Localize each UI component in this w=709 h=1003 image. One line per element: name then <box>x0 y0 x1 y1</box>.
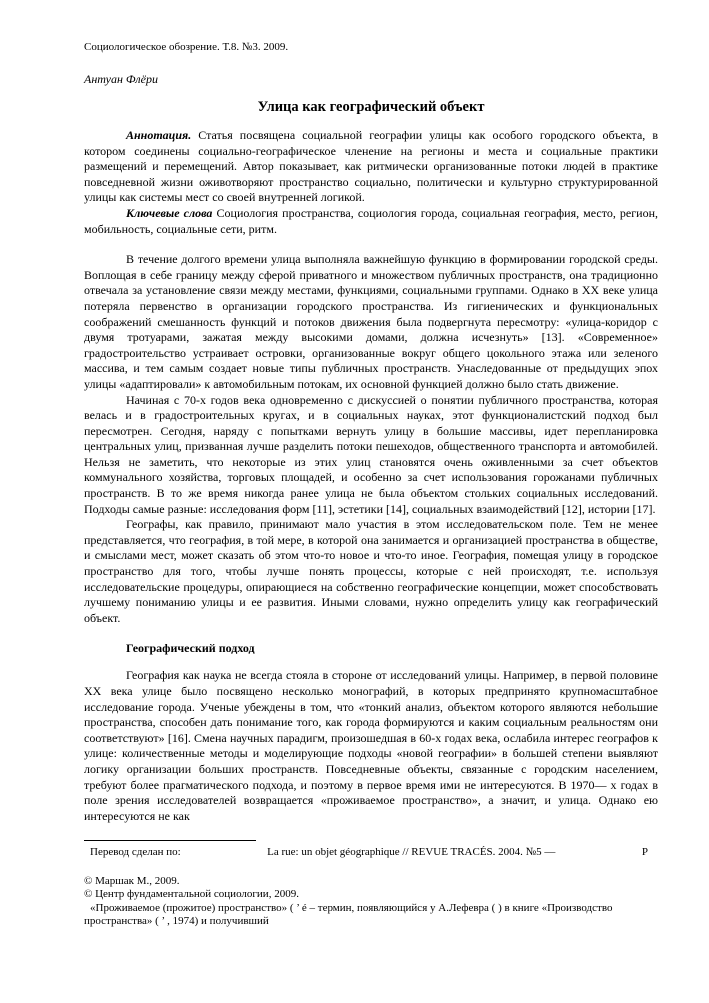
body-paragraph-4: География как наука не всегда стояла в стороне от исследований улицы. Например, в первой половине XX века улице было посвящено несколько монографий, в которых предпринято крупномасштабное исследование города. Ученые убеждены в том, что «тонкий анализ, объектом которого являются небольшие пространства, способен дать понимание того, как города формируются и каким социальным реальностям они соответствуют» [16]. Смена научных парадигм, произошедшая в 60-х годах века, ослабила интерес географов к улице: количественные методы и моделирующие подходы «новой географии» в большей степени выявляют логику организации больших пространств. Повседневные объекты, связанные с городским населением, требуют более прагматического подхода, и поэтому в первое время ими не интересуются. В 1970— х годах в поле зрения исследователей возвращается «проживаемое пространство», а значит, и улица. Однако ею интересуются не как <box>84 668 658 823</box>
translation-page: P <box>641 846 648 859</box>
translation-source: La rue: un objet géographique // REVUE TRACÉS. 2004. №5 — <box>267 846 556 859</box>
abstract-label: Аннотация. <box>126 128 192 142</box>
footnote-translation <box>84 846 658 860</box>
section-heading: Географический подход <box>126 641 255 656</box>
body-paragraph-3: Географы, как правило, принимают мало участия в этом исследовательском поле. Тем не менее представляется, что география, в той мере, в которой она занимается и организацией пространства в обществе, и смыслами мест, может сказать об этом что-то новое и что-то иное. География, помещая улицу в городское пространство для того, чтобы лучше понять процессы, которые с ней происходят, т.е. используя исследовательские процедуры, опирающиеся на собственно географические концепции, может способствовать лучшему пониманию улицы и ее развития. Иными словами, нужно определить улицу как географический объект. <box>84 517 658 625</box>
abstract-paragraph <box>84 128 658 206</box>
body-paragraph-2: Начиная с 70-х годов века одновременно с дискуссией о понятии публичного пространства, которая велась и в градостроительных кругах, и в социальных науках, этот функционалистский подход был пересмотрен. Сегодня, наряду с попытками вернуть улицу в большие массивы, идет перепланировка центральных улиц, призванная лучше разделить потоки пешеходов, общественного транспорта и автомобилей. Нельзя не заметить, что некоторые из этих улиц становятся очень оживленными за счет объектов коммунального хозяйства, торговых площадей, и особенно за счет использования горожанами публичных пространств. В то же время никогда ранее улица не была объектом стольких социальных исследований. Подходы самые разные: исследования форм [11], эстетики [14], социальных взаимодействий [12], истории [17]. <box>84 392 658 516</box>
copyright-line-1: © Маршак М., 2009. <box>84 874 180 887</box>
copyright-line-2: © Центр фундаментальной социологии, 2009. <box>84 888 299 901</box>
body-paragraph-1: В течение долгого времени улица выполняла важнейшую функцию в формировании городской среды. Воплощая в себе границу между сферой приватного и множеством публичных пространств, она традиционно отвечала за установление связи между местами, функциями, социальными группами. Однако в XX веке улица потеряла первенство в организации городского пространства. Из гигиенических и функциональных соображений смешанность функций и потоков движения была подвергнута пересмотру: «улица-коридор с двумя тротуарами, зажатая между высокими домами, должна исчезнуть» [13]. «Современное» градостроительство устраивает островки, организованные вокруг общего цокольного этажа или зеленого массива, и тем самым создает новые типы публичных пространств. Унаследованные от предыдущих эпох улицы «адаптировали» к автомобильным потокам, их основной функцией должно было стать движение. <box>84 252 658 391</box>
footnote-divider <box>84 840 256 841</box>
abstract-text: Статья посвящена социальной географии улицы как особого городского объекта, в котором соединены социально-географическое членение на регионы и места и социальные практики размещений и перемещений. Автор показывает, как ритмически организованные потоки людей в практике повседневной жизни оживотворяют пространство социально, политически и культурно структурированной улицы как системы мест со своей внутренней логикой. <box>84 128 658 205</box>
article-author: Антуан Флёри <box>84 72 158 86</box>
keywords-label: Ключевые слова <box>126 205 213 220</box>
footnote-note: «Проживаемое (прожитое) пространство» ( ’ é – термин, появляющийся у А.Лефевра ( ) в книге «Производство пространства» ( ’ , 1974) и получивший <box>84 901 613 928</box>
keywords-text: Социология пространства, социология города, социальная география, место, регион, мобильность, социальные сети, ритм. <box>84 205 659 236</box>
keywords-paragraph <box>84 206 658 237</box>
translation-label: Перевод сделан по: <box>90 846 181 859</box>
paper-page <box>84 40 658 929</box>
article-title: Улица как географический объект <box>257 99 485 115</box>
journal-citation: Социологическое обозрение. Т.8. №3. 2009. <box>84 41 289 53</box>
